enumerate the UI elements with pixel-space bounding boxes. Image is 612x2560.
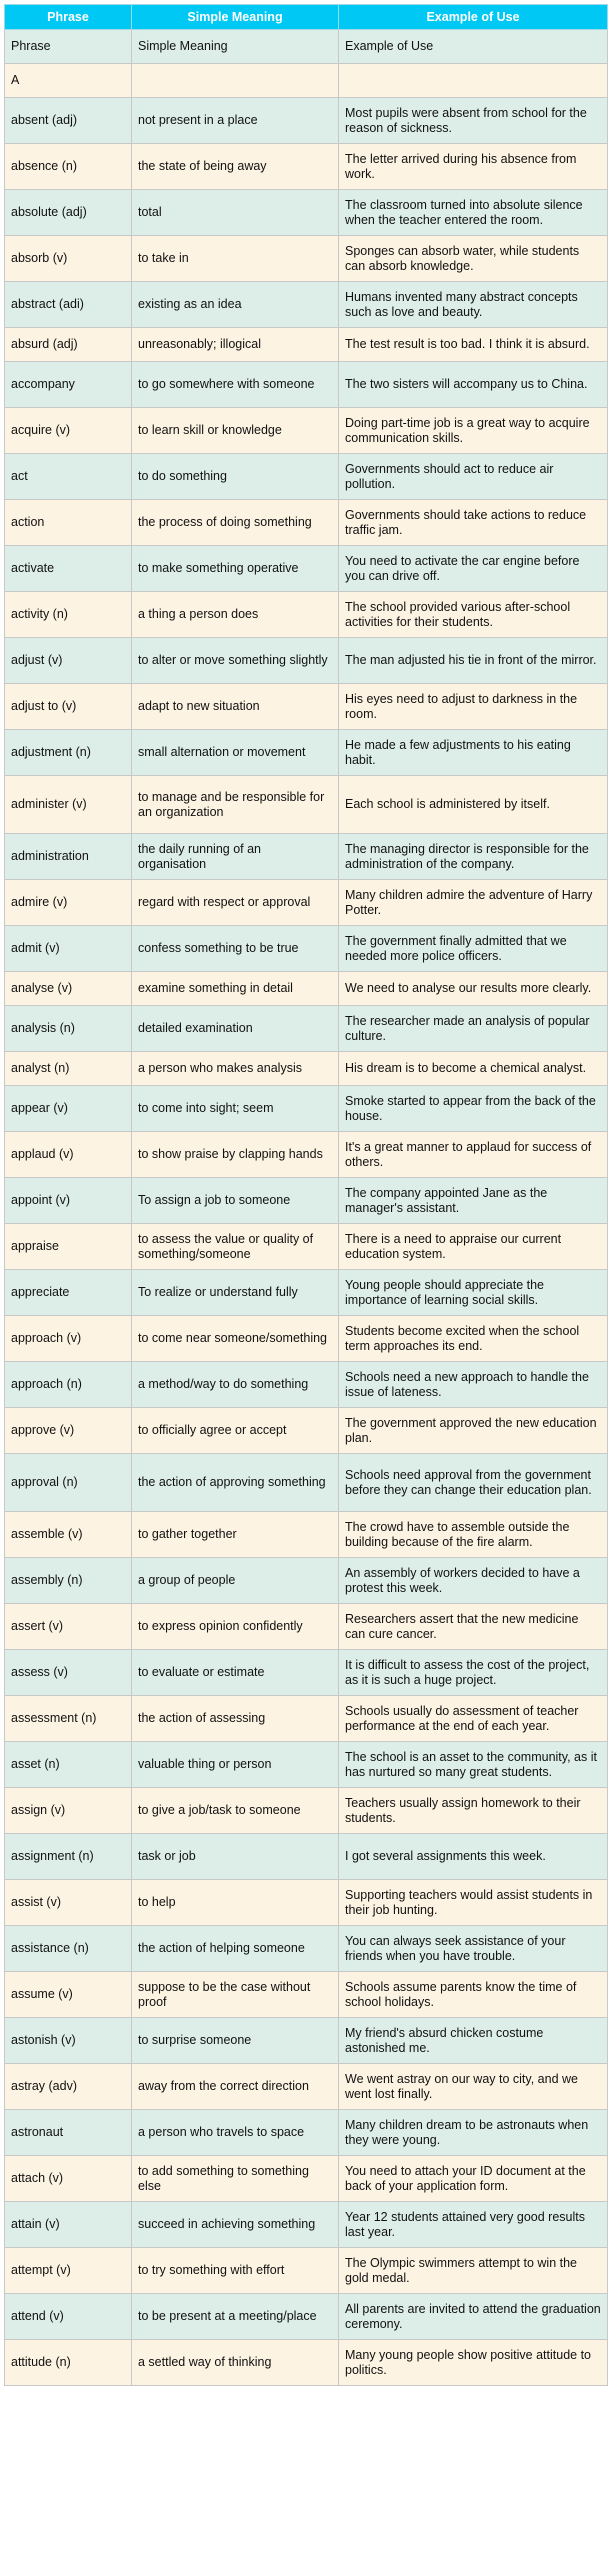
meaning-cell: to show praise by clapping hands	[132, 1132, 339, 1178]
example-cell: Sponges can absorb water, while students can absorb knowledge.	[339, 236, 608, 282]
table-row	[5, 2110, 608, 2156]
phrase-cell: activity (n)	[5, 592, 132, 638]
phrase-cell: applaud (v)	[5, 1132, 132, 1178]
meaning-cell: To realize or understand fully	[132, 1270, 339, 1316]
meaning-cell: to go somewhere with someone	[132, 362, 339, 408]
table-row	[5, 408, 608, 454]
table-row	[5, 1178, 608, 1224]
meaning-cell: to express opinion confidently	[132, 1604, 339, 1650]
phrase-cell: approach (n)	[5, 1362, 132, 1408]
phrase-cell: asset (n)	[5, 1742, 132, 1788]
phrase-cell: approval (n)	[5, 1454, 132, 1512]
phrase-cell: absorb (v)	[5, 236, 132, 282]
phrase-cell: assistance (n)	[5, 1926, 132, 1972]
table-row	[5, 684, 608, 730]
table-row	[5, 2294, 608, 2340]
example-cell: I got several assignments this week.	[339, 1834, 608, 1880]
example-cell: Most pupils were absent from school for the reason of sickness.	[339, 98, 608, 144]
example-cell: The man adjusted his tie in front of the mirror.	[339, 638, 608, 684]
phrase-cell: analyst (n)	[5, 1052, 132, 1086]
meaning-cell: to make something operative	[132, 546, 339, 592]
meaning-cell: a settled way of thinking	[132, 2340, 339, 2386]
table-row	[5, 926, 608, 972]
table-row	[5, 1512, 608, 1558]
phrase-cell: attempt (v)	[5, 2248, 132, 2294]
example-cell: Governments should take actions to reduce traffic jam.	[339, 500, 608, 546]
example-cell: Schools need a new approach to handle the issue of lateness.	[339, 1362, 608, 1408]
phrase-cell: acquire (v)	[5, 408, 132, 454]
phrase-cell: A	[5, 64, 132, 98]
example-cell: The crowd have to assemble outside the building because of the fire alarm.	[339, 1512, 608, 1558]
table-row	[5, 454, 608, 500]
meaning-cell: the state of being away	[132, 144, 339, 190]
phrase-cell: appoint (v)	[5, 1178, 132, 1224]
phrase-cell: absolute (adj)	[5, 190, 132, 236]
phrase-cell: attain (v)	[5, 2202, 132, 2248]
meaning-cell: small alternation or movement	[132, 730, 339, 776]
vocabulary-table	[4, 4, 608, 2386]
table-row	[5, 1972, 608, 2018]
meaning-cell: to help	[132, 1880, 339, 1926]
phrase-cell: abstract (adi)	[5, 282, 132, 328]
example-cell: You can always seek assistance of your friends when you have trouble.	[339, 1926, 608, 1972]
example-cell: The government finally admitted that we needed more police officers.	[339, 926, 608, 972]
example-cell: Researchers assert that the new medicine can cure cancer.	[339, 1604, 608, 1650]
table-row	[5, 362, 608, 408]
table-row	[5, 1086, 608, 1132]
table-row	[5, 546, 608, 592]
meaning-cell: the action of approving something	[132, 1454, 339, 1512]
table-row	[5, 1224, 608, 1270]
example-cell: The two sisters will accompany us to China.	[339, 362, 608, 408]
meaning-cell: to manage and be responsible for an organization	[132, 776, 339, 834]
meaning-cell: a group of people	[132, 1558, 339, 1604]
phrase-cell: act	[5, 454, 132, 500]
example-cell: Many young people show positive attitude to politics.	[339, 2340, 608, 2386]
example-cell: There is a need to appraise our current education system.	[339, 1224, 608, 1270]
meaning-cell: succeed in achieving something	[132, 2202, 339, 2248]
meaning-cell: suppose to be the case without proof	[132, 1972, 339, 2018]
example-cell: Each school is administered by itself.	[339, 776, 608, 834]
meaning-cell: the action of assessing	[132, 1696, 339, 1742]
table-row	[5, 190, 608, 236]
table-row	[5, 1696, 608, 1742]
example-cell: Doing part-time job is a great way to acquire communication skills.	[339, 408, 608, 454]
table-row	[5, 2018, 608, 2064]
phrase-cell: Phrase	[5, 30, 132, 64]
phrase-cell: assembly (n)	[5, 1558, 132, 1604]
table-row	[5, 1742, 608, 1788]
phrase-cell: absurd (adj)	[5, 328, 132, 362]
phrase-cell: attend (v)	[5, 2294, 132, 2340]
phrase-cell: activate	[5, 546, 132, 592]
phrase-cell: adjustment (n)	[5, 730, 132, 776]
phrase-cell: assess (v)	[5, 1650, 132, 1696]
table-row	[5, 834, 608, 880]
phrase-cell: appraise	[5, 1224, 132, 1270]
table-row	[5, 64, 608, 98]
meaning-cell: regard with respect or approval	[132, 880, 339, 926]
meaning-cell: away from the correct direction	[132, 2064, 339, 2110]
table-body	[5, 30, 608, 2386]
example-cell: The company appointed Jane as the manager's assistant.	[339, 1178, 608, 1224]
table-row	[5, 1834, 608, 1880]
example-cell: Teachers usually assign homework to their students.	[339, 1788, 608, 1834]
meaning-cell: to take in	[132, 236, 339, 282]
phrase-cell: absent (adj)	[5, 98, 132, 144]
phrase-cell: appear (v)	[5, 1086, 132, 1132]
meaning-cell: to learn skill or knowledge	[132, 408, 339, 454]
table-row	[5, 144, 608, 190]
meaning-cell: existing as an idea	[132, 282, 339, 328]
table-row	[5, 880, 608, 926]
phrase-cell: administration	[5, 834, 132, 880]
example-cell: The government approved the new education plan.	[339, 1408, 608, 1454]
phrase-cell: approach (v)	[5, 1316, 132, 1362]
table-row	[5, 2064, 608, 2110]
example-cell: The classroom turned into absolute silence when the teacher entered the room.	[339, 190, 608, 236]
example-cell: The school is an asset to the community, as it has nurtured so many great students.	[339, 1742, 608, 1788]
table-row	[5, 282, 608, 328]
table-row	[5, 2202, 608, 2248]
meaning-cell: to be present at a meeting/place	[132, 2294, 339, 2340]
example-cell: The researcher made an analysis of popular culture.	[339, 1006, 608, 1052]
meaning-cell: To assign a job to someone	[132, 1178, 339, 1224]
example-cell: Year 12 students attained very good results last year.	[339, 2202, 608, 2248]
example-cell: Young people should appreciate the importance of learning social skills.	[339, 1270, 608, 1316]
example-cell: His eyes need to adjust to darkness in the room.	[339, 684, 608, 730]
table-row	[5, 2156, 608, 2202]
example-cell: It is difficult to assess the cost of the project, as it is such a huge project.	[339, 1650, 608, 1696]
table-row	[5, 2340, 608, 2386]
table-row	[5, 1604, 608, 1650]
phrase-cell: absence (n)	[5, 144, 132, 190]
table-row	[5, 1880, 608, 1926]
table-row	[5, 1558, 608, 1604]
meaning-cell: detailed examination	[132, 1006, 339, 1052]
meaning-cell: a person who makes analysis	[132, 1052, 339, 1086]
table-row	[5, 1926, 608, 1972]
meaning-cell	[132, 64, 339, 98]
meaning-cell: examine something in detail	[132, 972, 339, 1006]
phrase-cell: attitude (n)	[5, 2340, 132, 2386]
meaning-cell: the action of helping someone	[132, 1926, 339, 1972]
table-row	[5, 592, 608, 638]
phrase-cell: attach (v)	[5, 2156, 132, 2202]
example-cell: Schools usually do assessment of teacher performance at the end of each year.	[339, 1696, 608, 1742]
meaning-cell: confess something to be true	[132, 926, 339, 972]
example-cell: We need to analyse our results more clearly.	[339, 972, 608, 1006]
phrase-cell: astray (adv)	[5, 2064, 132, 2110]
example-cell: Supporting teachers would assist students in their job hunting.	[339, 1880, 608, 1926]
meaning-cell: to come into sight; seem	[132, 1086, 339, 1132]
example-cell: Students become excited when the school term approaches its end.	[339, 1316, 608, 1362]
example-cell: The managing director is responsible for the administration of the company.	[339, 834, 608, 880]
phrase-cell: adjust to (v)	[5, 684, 132, 730]
example-cell: We went astray on our way to city, and we went lost finally.	[339, 2064, 608, 2110]
table-row	[5, 1316, 608, 1362]
meaning-cell: to do something	[132, 454, 339, 500]
phrase-cell: analysis (n)	[5, 1006, 132, 1052]
meaning-cell: to surprise someone	[132, 2018, 339, 2064]
example-cell: My friend's absurd chicken costume astonished me.	[339, 2018, 608, 2064]
example-cell: All parents are invited to attend the graduation ceremony.	[339, 2294, 608, 2340]
meaning-cell: not present in a place	[132, 98, 339, 144]
meaning-cell: to try something with effort	[132, 2248, 339, 2294]
example-cell: Many children dream to be astronauts when they were young.	[339, 2110, 608, 2156]
meaning-cell: task or job	[132, 1834, 339, 1880]
meaning-cell: adapt to new situation	[132, 684, 339, 730]
table-row	[5, 730, 608, 776]
phrase-cell: admire (v)	[5, 880, 132, 926]
example-cell: The letter arrived during his absence from work.	[339, 144, 608, 190]
meaning-cell: unreasonably; illogical	[132, 328, 339, 362]
example-cell: He made a few adjustments to his eating habit.	[339, 730, 608, 776]
phrase-cell: approve (v)	[5, 1408, 132, 1454]
phrase-cell: astonish (v)	[5, 2018, 132, 2064]
example-cell: An assembly of workers decided to have a protest this week.	[339, 1558, 608, 1604]
table-row	[5, 236, 608, 282]
example-cell: The Olympic swimmers attempt to win the gold medal.	[339, 2248, 608, 2294]
table-row	[5, 638, 608, 684]
phrase-cell: assign (v)	[5, 1788, 132, 1834]
meaning-cell: a person who travels to space	[132, 2110, 339, 2156]
phrase-cell: assignment (n)	[5, 1834, 132, 1880]
phrase-cell: appreciate	[5, 1270, 132, 1316]
meaning-cell: to evaluate or estimate	[132, 1650, 339, 1696]
phrase-cell: administer (v)	[5, 776, 132, 834]
meaning-cell: a thing a person does	[132, 592, 339, 638]
header-phrase: Phrase	[5, 5, 132, 30]
table-row	[5, 1270, 608, 1316]
phrase-cell: astronaut	[5, 2110, 132, 2156]
table-row	[5, 30, 608, 64]
table-row	[5, 1132, 608, 1178]
table-row	[5, 1408, 608, 1454]
example-cell: Many children admire the adventure of Harry Potter.	[339, 880, 608, 926]
phrase-cell: assert (v)	[5, 1604, 132, 1650]
table-row	[5, 98, 608, 144]
meaning-cell: a method/way to do something	[132, 1362, 339, 1408]
header-example-of-use: Example of Use	[339, 5, 608, 30]
meaning-cell: the daily running of an organisation	[132, 834, 339, 880]
vocabulary-table-container	[4, 4, 607, 2386]
example-cell: Humans invented many abstract concepts such as love and beauty.	[339, 282, 608, 328]
meaning-cell: to gather together	[132, 1512, 339, 1558]
meaning-cell: to add something to something else	[132, 2156, 339, 2202]
table-row	[5, 1454, 608, 1512]
phrase-cell: accompany	[5, 362, 132, 408]
phrase-cell: assume (v)	[5, 1972, 132, 2018]
example-cell	[339, 64, 608, 98]
table-row	[5, 500, 608, 546]
table-row	[5, 1006, 608, 1052]
table-row	[5, 1650, 608, 1696]
meaning-cell: the process of doing something	[132, 500, 339, 546]
table-row	[5, 1788, 608, 1834]
phrase-cell: adjust (v)	[5, 638, 132, 684]
meaning-cell: to officially agree or accept	[132, 1408, 339, 1454]
table-row	[5, 328, 608, 362]
example-cell: It's a great manner to applaud for success of others.	[339, 1132, 608, 1178]
table-row	[5, 776, 608, 834]
example-cell: His dream is to become a chemical analyst.	[339, 1052, 608, 1086]
table-row	[5, 1362, 608, 1408]
phrase-cell: admit (v)	[5, 926, 132, 972]
example-cell: Smoke started to appear from the back of the house.	[339, 1086, 608, 1132]
example-cell: You need to attach your ID document at the back of your application form.	[339, 2156, 608, 2202]
phrase-cell: analyse (v)	[5, 972, 132, 1006]
meaning-cell: to give a job/task to someone	[132, 1788, 339, 1834]
phrase-cell: action	[5, 500, 132, 546]
example-cell: Example of Use	[339, 30, 608, 64]
phrase-cell: assessment (n)	[5, 1696, 132, 1742]
header-simple-meaning: Simple Meaning	[132, 5, 339, 30]
meaning-cell: to come near someone/something	[132, 1316, 339, 1362]
example-cell: Schools assume parents know the time of school holidays.	[339, 1972, 608, 2018]
meaning-cell: Simple Meaning	[132, 30, 339, 64]
table-row	[5, 2248, 608, 2294]
meaning-cell: total	[132, 190, 339, 236]
phrase-cell: assemble (v)	[5, 1512, 132, 1558]
table-row	[5, 1052, 608, 1086]
meaning-cell: to assess the value or quality of something/someone	[132, 1224, 339, 1270]
table-header-row	[5, 5, 608, 30]
meaning-cell: valuable thing or person	[132, 1742, 339, 1788]
example-cell: Governments should act to reduce air pollution.	[339, 454, 608, 500]
example-cell: You need to activate the car engine before you can drive off.	[339, 546, 608, 592]
example-cell: The test result is too bad. I think it is absurd.	[339, 328, 608, 362]
example-cell: Schools need approval from the government before they can change their education plan.	[339, 1454, 608, 1512]
example-cell: The school provided various after-school activities for their students.	[339, 592, 608, 638]
phrase-cell: assist (v)	[5, 1880, 132, 1926]
meaning-cell: to alter or move something slightly	[132, 638, 339, 684]
table-row	[5, 972, 608, 1006]
